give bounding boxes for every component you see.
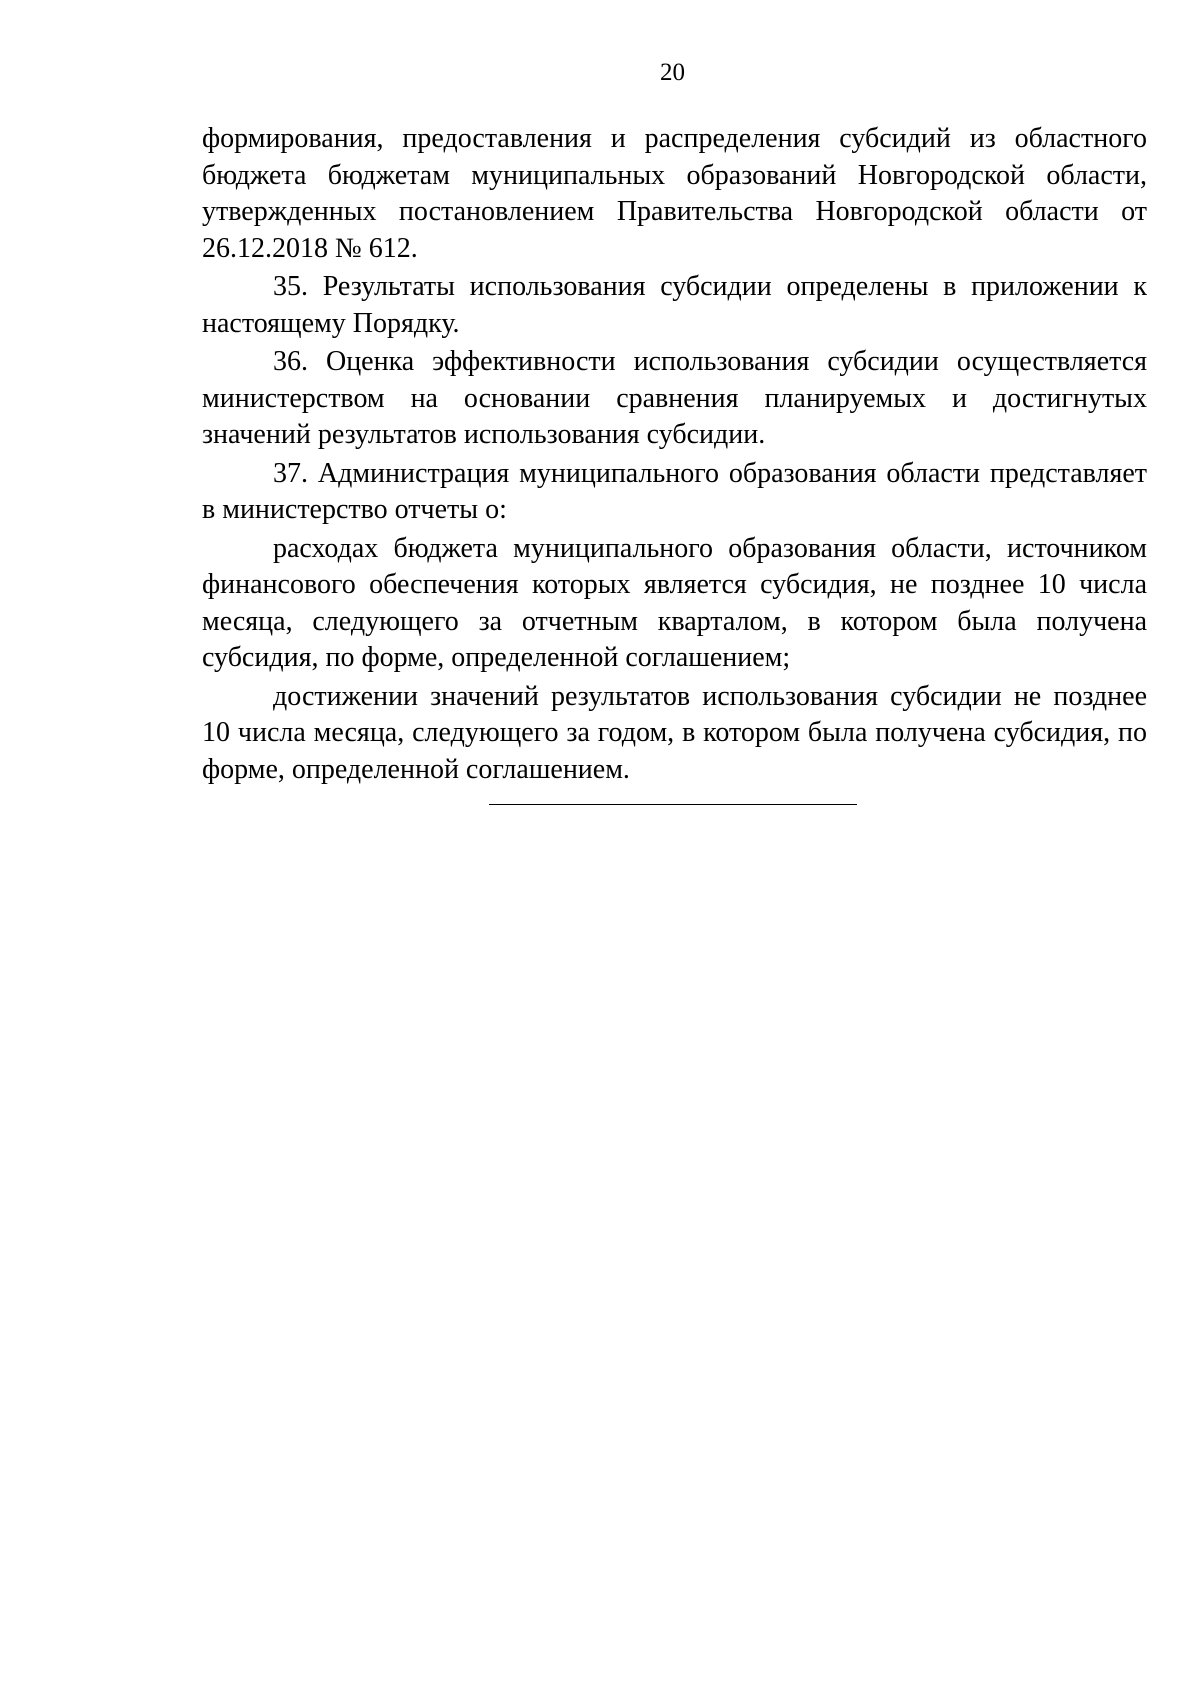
paragraph-continuation: формирования, предоставления и распределения субсидий из областного бюджета бюджетам муниципальных образований Новгородской области, утвержденных постановлением Правительства Новгородской области от 26.12.2018 № 612. xyxy=(202,123,1147,264)
document-body xyxy=(202,121,1147,788)
end-of-document-rule xyxy=(489,804,857,805)
paragraph-37: 37. Администрация муниципального образования области представляет в министерство отчеты о: xyxy=(202,457,1147,525)
paragraph-report-expenses: расходах бюджета муниципального образования области, источником финансового обеспечения которых является субсидия, не позднее 10 числа месяца, следующего за отчетным кварталом, в котором была получена субсидия, по форме, определенной соглашением; xyxy=(202,532,1147,673)
page-number: 20 xyxy=(660,59,685,86)
paragraph-35: 35. Результаты использования субсидии определены в приложении к настоящему Порядку. xyxy=(202,271,1147,339)
paragraph-report-results: достижении значений результатов использования субсидии не позднее 10 числа месяца, следующего за годом, в котором была получена субсидия, по форме, определенной соглашением. xyxy=(202,680,1147,785)
paragraph-36: 36. Оценка эффективности использования субсидии осуществляется министерством на основании сравнения планируемых и достигнутых значений результатов использования субсидии. xyxy=(202,346,1147,450)
